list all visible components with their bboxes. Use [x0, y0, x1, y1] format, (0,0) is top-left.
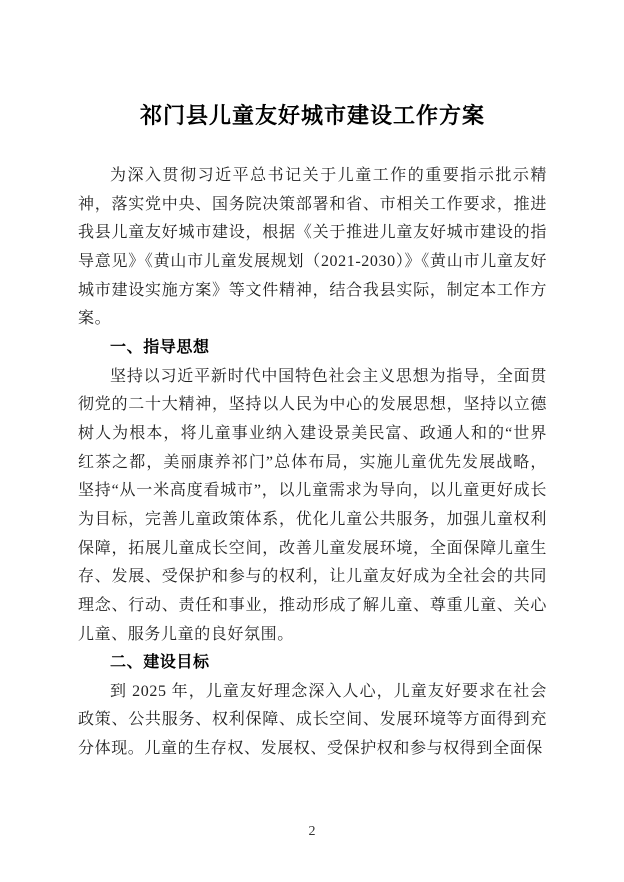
- section-heading-guiding-ideology: 一、指导思想: [110, 338, 210, 356]
- section-heading-goals: 二、建设目标: [110, 654, 210, 672]
- page-number: 2: [308, 824, 316, 839]
- document-content: [78, 0, 547, 764]
- paragraph-guiding-ideology: 坚持以习近平新时代中国特色社会主义思想为指导，全面贯彻党的二十大精神，坚持以人民为中心的发展思想，坚持以立德树人为根本，将儿童事业纳入建设景美民富、政通人和的“世界红茶之都，美丽康养祁门”总体布局，实施儿童优先发展战略，坚持“从一米高度看城市”，以儿童需求为导向，以儿童更好成长为目标，完善儿童政策体系，优化儿童公共服务，加强儿童权利保障，拓展儿童成长空间，改善儿童发展环境，全面保障儿童生存、发展、受保护和参与的权利，让儿童友好成为全社会的共同理念、行动、责任和事业，推动形成了解儿童、尊重儿童、关心儿童、服务儿童的良好氛围。: [78, 367, 547, 643]
- document-body: [78, 162, 547, 764]
- paragraph-goals: 到 2025 年，儿童友好理念深入人心，儿童友好要求在社会政策、公共服务、权利保障、成长空间、发展环境等方面得到充分体现。儿童的生存权、发展权、受保护权和参与权得到全面保: [78, 682, 547, 758]
- paragraph-intro: 为深入贯彻习近平总书记关于儿童工作的重要指示批示精神，落实党中央、国务院决策部署和省、市相关工作要求，推进我县儿童友好城市建设，根据《关于推进儿童友好城市建设的指导意见》《黄山市儿童发展规划（2021-2030）》《黄山市儿童友好城市建设实施方案》等文件精神，结合我县实际，制定本工作方案。: [78, 167, 547, 328]
- document-title: 祁门县儿童友好城市建设工作方案: [139, 103, 485, 128]
